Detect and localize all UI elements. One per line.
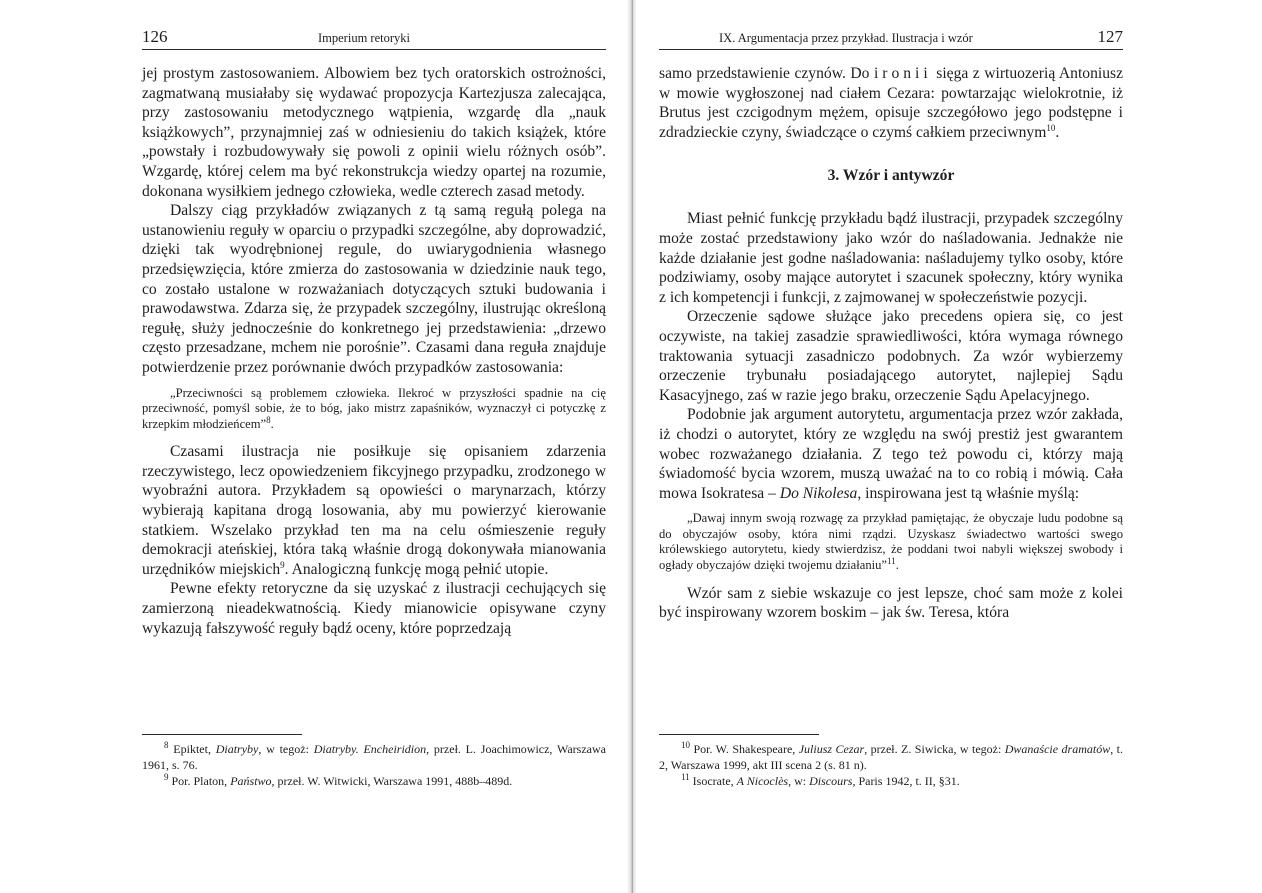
footnote-ref-9: 9: [280, 559, 285, 570]
right-running-head: [659, 27, 1123, 50]
right-paragraph-1-spaced-term: ironii: [873, 65, 932, 82]
right-paragraph-1-b: sięga z wirtuozerią Antoniusz w mowie wygłoszonej nad ciałem Cezara: powtarzając wielokrotnie, iż Brutus jest czcigodnym mężem, opisuje szczegółowo jego podstępne i zdradzieckie czyny, świadczące o czymś całkiem przeciwnym: [659, 65, 1123, 141]
right-running-title: IX. Argumentacja przez przykład. Ilustracja i wzór: [719, 31, 973, 45]
footnote-8-text-b: , w tegoż:: [258, 742, 314, 756]
right-paragraph-3: Orzeczenie sądowe służące jako precedens opiera się, co jest oczywiste, na takiej zasadzie sprawiedliwości, która wymaga równego traktowania sytuacji zasadniczo podobnych. Za wzór wybierzemy orzeczenie trybunału posiadającego autorytet, najlepiej Sądu Kasacyjnego, zaś w razie jego braku, orzeczenie Sądu Apelacyjnego.: [659, 308, 1123, 404]
footnote-10-em-b: Dwanaście dramatów: [1004, 742, 1111, 756]
section-heading: 3. Wzór i antywzór: [827, 167, 955, 185]
left-paragraph-4: Pewne efekty retoryczne da się uzyskać z ilustracji cechujących się zamierzoną nieadekwatnością. Kiedy mianowicie opisywane czyny wykazują fałszywość reguły bądź oceny, które poprzedzają: [142, 580, 606, 637]
footnote-11-em-a: A Nicoclès: [736, 774, 789, 788]
right-paragraph-4: [659, 405, 1123, 503]
left-page-number: 126: [142, 27, 168, 46]
left-footnotes: [142, 741, 606, 789]
footnote-10-text-c: , t. 2, Warszawa 1999, akt III scena 2 (s. 81 n).: [659, 742, 1123, 772]
footnote-10-em-a: Juliusz Cezar: [798, 742, 865, 756]
right-block-quote: [659, 511, 1123, 573]
right-paragraph-4-b: , inspirowana jest tą właśnie myślą:: [857, 484, 1080, 502]
footnote-11-text-b: , w:: [788, 774, 810, 788]
right-paragraph-2: Miast pełnić funkcję przykładu bądź ilustracji, przypadek szczególny może zostać przedstawiony jako wzór do naśladowania. Jednakże nie każde działanie jest godne naśladowania: naśladujemy tylko osoby, które podziwiamy, osoby mające autorytet i szacunek społeczny, który wynika z ich kompetencji i funkcji, z zajmowanej w społeczeństwie pozycji.: [659, 210, 1123, 306]
footnote-10-number: 10: [681, 740, 690, 750]
footnote-11-text-a: Isocrate,: [692, 774, 737, 788]
footnote-10-text-a: Por. W. Shakespeare,: [693, 742, 799, 756]
footnote-8-number: 8: [164, 740, 169, 750]
right-paragraph-1-end: .: [1055, 123, 1060, 141]
right-quote-end: .: [895, 558, 899, 573]
left-block-quote: „Przeciwności są problemem człowieka. Ilekroć w przyszłości spadnie na cię przeciwność, pomyśl sobie, że to bóg, jako mistrz zapaśników, wyznaczył ci potyczkę z krzepkim młodzieńcem”$^8$.: [142, 385, 606, 431]
right-paragraph-1: [659, 64, 1123, 142]
left-running-title: Imperium retoryki: [318, 31, 410, 45]
footnote-9-number: 9: [164, 772, 169, 782]
right-paragraph-4-title: Do Nikolesa: [779, 484, 858, 502]
right-body-text: [659, 64, 1123, 623]
left-paragraph-3: [142, 442, 606, 579]
footnote-ref-11: 11: [887, 555, 896, 566]
left-paragraph-3-tail: . Analogiczną funkcję mogą pełnić utopie.: [284, 560, 549, 578]
footnote-10: [659, 741, 1123, 773]
right-footnote-rule: [659, 734, 819, 735]
right-page: [659, 0, 1123, 893]
left-page: [142, 0, 606, 893]
footnote-10-text-b: , przeł. Z. Siwicka, w tegoż:: [864, 742, 1005, 756]
left-paragraph-2: Dalszy ciąg przykładów związanych z tą samą regułą polega na ustanowieniu reguły w oparciu o przypadki szczególne, aby doprowadzić, dzięki tak wyodrębnionej regule, do uwiarygodnienia własnego przedsięwzięcia, które zmierza do zastosowania w dziedzinie nauk tego, co zostało ustalone w rozważaniach dotyczących sztuki budowania i prawodawstwa. Zdarza się, że przypadek szczególny, ilustrując określoną regułę, służy jednocześnie do konkretnego jej przedstawienia: „drzewo często przesadzane, mchem nie porośnie”. Czasami dana reguła znajduje potwierdzenie przez porównanie dwóch przypadków zastosowania:: [142, 202, 606, 376]
footnote-11: [659, 773, 1123, 789]
footnote-8-text-a: Epiktet,: [173, 742, 216, 756]
footnote-9-text-a: Por. Platon,: [171, 774, 231, 788]
left-running-head: [142, 27, 606, 50]
footnote-8-em-a: Diatryby: [215, 742, 259, 756]
left-quote-text: „Przeciwności są problemem człowieka. Ilekroć w przyszłości spadnie na cię przeciwność, pomyśl sobie, że to bóg, jako mistrz zapaśników, wyznaczył ci potyczkę z krzepkim młodzieńcem”: [142, 385, 606, 431]
footnote-ref-8: 8: [266, 414, 271, 425]
left-body-text: [142, 64, 606, 638]
right-paragraph-5: Wzór sam z siebie wskazuje co jest lepsze, choć sam może z kolei być inspirowany wzorem boskim – jak św. Teresa, która: [659, 584, 1123, 622]
footnote-8: [142, 741, 606, 773]
footnote-11-text-c: , Paris 1942, t. II, §31.: [852, 774, 960, 788]
left-paragraph-1: jej prostym zastosowaniem. Albowiem bez tych oratorskich ostrożności, zagmatwaną musiałaby się wydawać propozycja Kartezjusza zalecająca, przy zastosowaniu metodycznego wątpienia, wzgardę dla „nauk książkowych”, przynajmniej zaś w odniesieniu do takich książek, które „powstały i rozbudowywały się powoli z opinii wielu różnych osób”. Wzgardę, której celem ma być rekonstrukcja wiedzy opartej na rozumie, dokonana wysiłkiem jednego człowieka, wedle czterech zasad metody.: [142, 65, 606, 200]
footnote-ref-10: 10: [1046, 122, 1056, 133]
footnote-9-text-b: , przeł. W. Witwicki, Warszawa 1991, 488b–489d.: [271, 774, 513, 788]
right-page-number: 127: [1097, 27, 1123, 46]
left-paragraph-3-text: Czasami ilustracja nie posiłkuje się opisaniem zdarzenia rzeczywistego, lecz opowiedzeniem fikcyjnego przypadku, zrodzonego w wyobraźni autora. Przykładem są opowieści o marynarzach, którzy wybierają kapitana drogą losowania, aby mu powierzyć kierowanie statkiem. Wszelako przykład ten ma na celu ośmieszenie reguły demokracji ateńskiej, która taką właśnie drogą dokonywała mianowania urzędników miejskich: [142, 443, 606, 578]
footnote-8-em-b: Diatryby. Encheiridion: [313, 742, 427, 756]
right-quote-text: „Dawaj innym swoją rozwagę za przykład pamiętając, że obyczaje ludu podobne są do obyczajów osoby, która nimi rządzi. Uzyskasz świadectwo wartości swego królewskiego autorytetu, kiedy stwierdzisz, że poddani twoi nabyli większej swobody i ogłady obyczajów dzięki twojemu działaniu”: [659, 511, 1123, 573]
right-paragraph-4-a: Podobnie jak argument autorytetu, argumentacja przez wzór zakłada, iż chodzi o autorytet, który ze względu na swój prestiż jest gwarantem wobec rozważanego działania. Z tego też powodu ci, którzy mają świadomość bycia wzorem, muszą uważać na to co robią i mówią. Cała mowa Isokratesa –: [659, 406, 1123, 502]
footnote-9: [142, 773, 606, 789]
right-paragraph-1-a: samo przedstawienie czynów. Do: [659, 65, 874, 82]
footnote-9-em-a: Państwo: [230, 774, 272, 788]
book-gutter: [627, 0, 637, 893]
footnote-11-em-b: Discours: [809, 774, 853, 788]
left-footnote-rule: [142, 734, 302, 735]
footnote-8-text-c: , przeł. L. Joachimowicz, Warszawa 1961, s. 76.: [142, 742, 606, 772]
footnote-11-number: 11: [681, 772, 690, 782]
right-footnotes: [659, 741, 1123, 789]
